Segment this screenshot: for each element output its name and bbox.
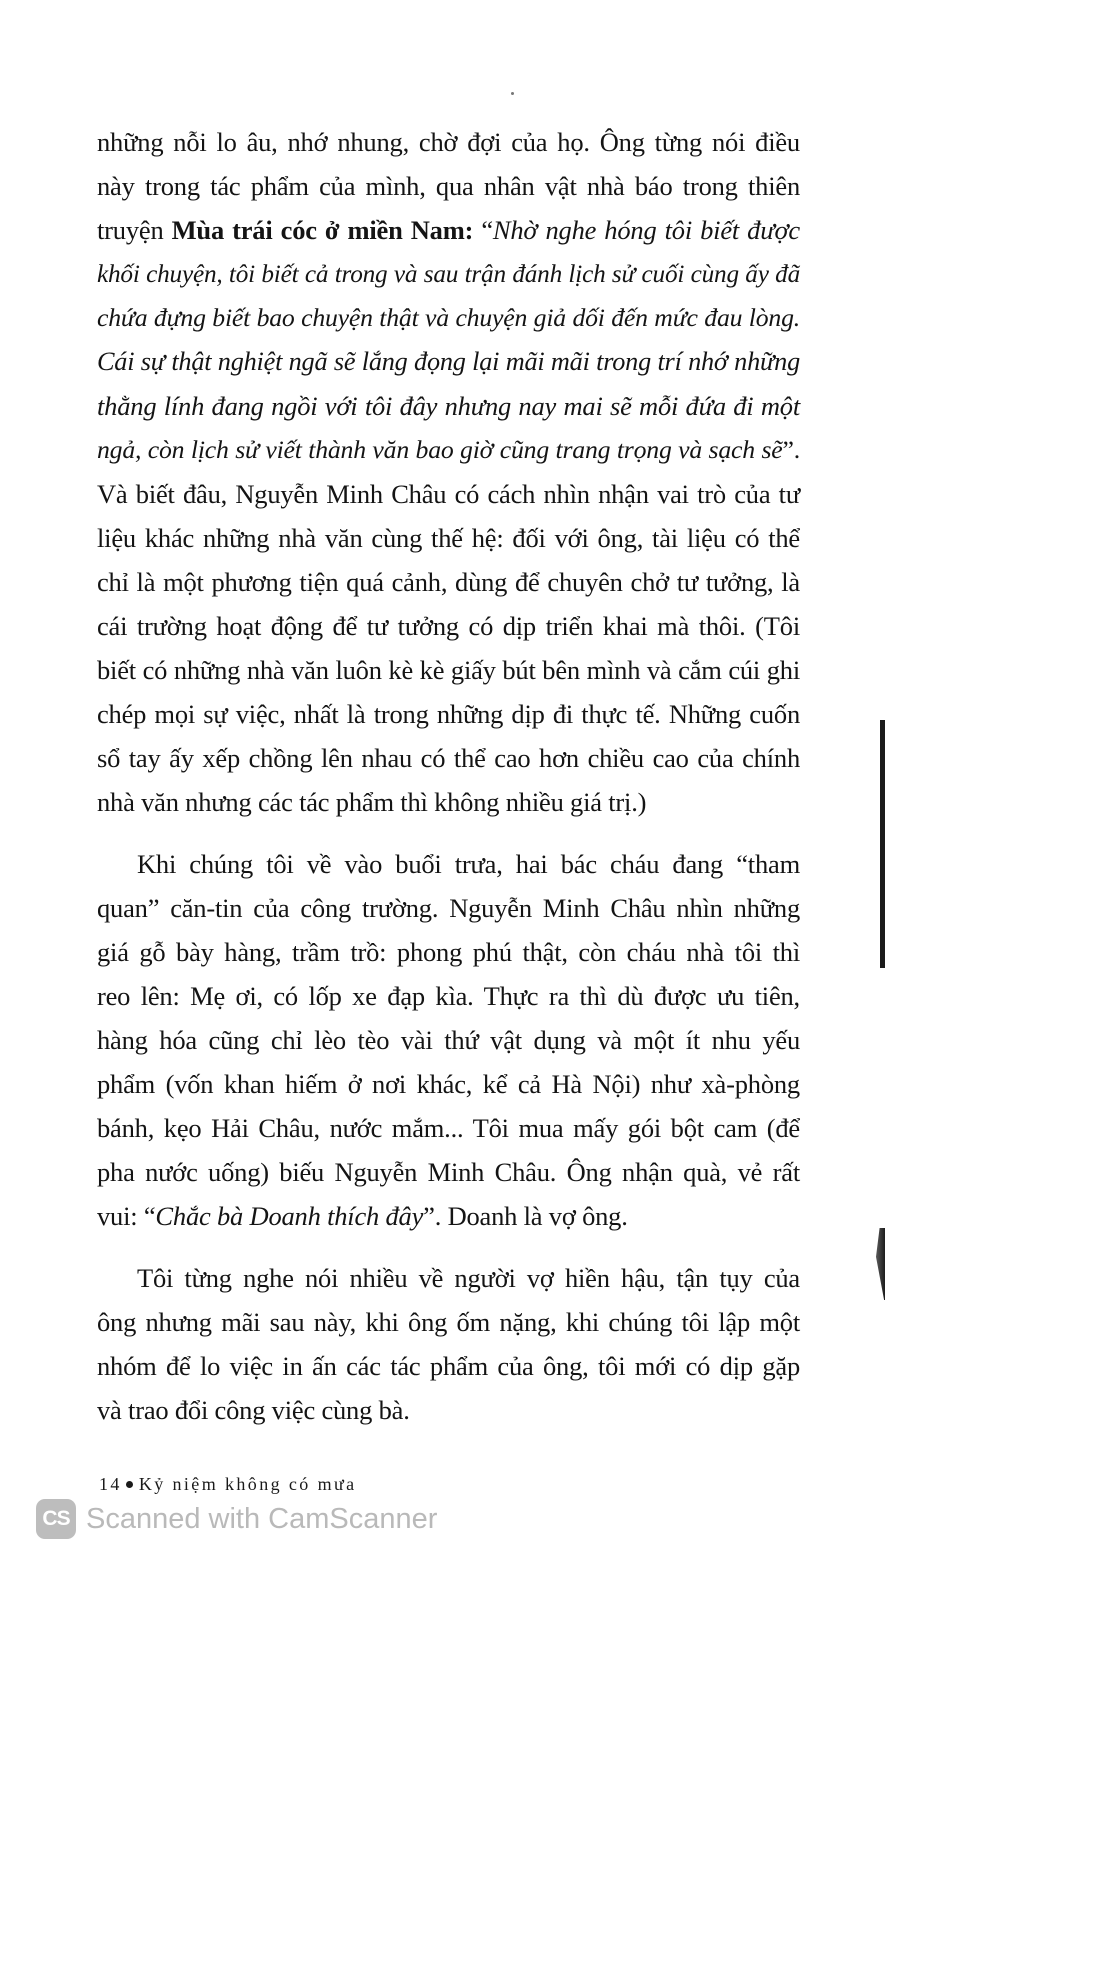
text-segment: ngả, còn lịch sử viết thành văn bao giờ cũng trang trọng và sạch sẽ [97,435,783,464]
text-segment: reo lên: Mẹ ơi, có lốp xe đạp kìa. Thực ra thì dù được ưu tiên, [97,981,800,1011]
text-segment: nhóm để lo việc in ấn các tác phẩm của ông, tôi mới có dịp gặp [97,1351,800,1381]
text-segment: sổ tay ấy xếp chồng lên nhau có thể cao hơn chiều cao của chính [97,743,800,773]
text-line [97,208,800,252]
text-segment: nhà văn nhưng các tác phẩm thì không nhiều giá trị.) [97,787,647,817]
text-line [97,252,800,296]
paragraph-1 [97,120,800,824]
text-line [97,648,800,692]
text-line [97,692,800,736]
page-number: 14 [99,1474,122,1494]
text-segment: chép mọi sự việc, nhất là trong những dịp đi thực tế. Những cuốn [97,699,800,729]
text-segment: ”. [782,435,800,464]
text-line [97,1256,800,1300]
text-segment: ông nhưng mãi sau này, khi ông ốm nặng, khi chúng tôi lập một [97,1307,800,1337]
book-title: Kỷ niệm không có mưa [138,1474,357,1494]
text-segment: này trong tác phẩm của mình, qua nhân vật nhà báo trong thiên [97,171,800,201]
text-segment: chỉ là một phương tiện quá cảnh, dùng để chuyên chở tư tưởng, là [97,567,800,597]
text-line [97,1062,800,1106]
camscanner-logo-icon: CS [36,1499,76,1539]
text-line [97,1388,800,1432]
text-line [97,1150,800,1194]
text-segment: phẩm (vốn khan hiếm ở nơi khác, kể cả Hà Nội) như xà-phòng [97,1069,800,1099]
text-line [97,1300,800,1344]
text-line [97,164,800,208]
paragraph-2 [97,842,800,1238]
text-segment: pha nước uống) biếu Nguyễn Minh Châu. Ông nhận quà, vẻ rất [97,1157,800,1187]
text-segment: và trao đổi công việc cùng bà. [97,1395,410,1425]
text-line [97,296,800,340]
text-segment: khối chuyện, tôi biết cả trong và sau trận đánh lịch sử cuối cùng ấy đã [97,260,800,288]
text-line [97,560,800,604]
text-segment: liệu khác những nhà văn cùng thế hệ: đối với ông, tài liệu có thể [97,523,800,553]
page-edge-shadow [876,1228,885,1300]
text-segment: “ [473,215,493,245]
text-segment: những nỗi lo âu, nhớ nhung, chờ đợi của họ. Ông từng nói điều [97,127,800,157]
text-segment: truyện [97,215,172,245]
text-line [97,1194,800,1238]
text-line [97,930,800,974]
text-line [97,736,800,780]
paragraph-gap [97,1238,800,1256]
text-segment: thằng lính đang ngồi với tôi đây nhưng nay mai sẽ mỗi đứa đi một [97,391,800,421]
text-segment: Nhờ nghe hóng tôi biết được [492,215,800,245]
text-segment: biết có những nhà văn luôn kè kè giấy bút bên mình và cắm cúi ghi [97,655,800,685]
text-segment: hàng hóa cũng chỉ lèo tèo vài thứ vật dụng và một ít nhu yếu [97,1025,800,1055]
text-segment: vui: “ [97,1201,156,1231]
text-line [97,1018,800,1062]
footer-bullet [126,1481,133,1488]
text-line [97,780,800,824]
text-line [97,1106,800,1150]
text-segment: Chắc bà Doanh thích đây [155,1201,424,1231]
text-line [97,516,800,560]
camscanner-watermark [36,1497,437,1541]
text-segment: giá gỗ bày hàng, trầm trồ: phong phú thật, còn cháu nhà tôi thì [97,937,800,967]
text-segment: Cái sự thật nghiệt ngã sẽ lắng đọng lại mãi mãi trong trí nhớ những [97,347,800,376]
text-line [97,340,800,384]
text-segment: cái trường hoạt động để tư tưởng có dịp triển khai mà thôi. (Tôi [97,611,800,641]
paragraph-3 [97,1256,800,1432]
text-line [97,472,800,516]
page-edge-shadow [880,720,885,968]
text-line [97,886,800,930]
text-line [97,974,800,1018]
text-segment: Khi chúng tôi về vào buổi trưa, hai bác cháu đang “tham [137,849,800,879]
text-segment: Và biết đâu, Nguyễn Minh Châu có cách nhìn nhận vai trò của tư [97,479,800,509]
text-line [97,1344,800,1388]
text-line [97,120,800,164]
text-segment: bánh, kẹo Hải Châu, nước mắm... Tôi mua mấy gói bột cam (để [97,1113,800,1143]
text-segment: quan” căn-tin của công trường. Nguyễn Minh Châu nhìn những [97,893,800,923]
text-line [97,604,800,648]
text-line [97,428,800,472]
page-footer [99,1474,357,1495]
text-line [97,384,800,428]
dust-speck [511,92,514,95]
text-segment: ”. Doanh là vợ ông. [423,1201,628,1231]
text-segment: Mùa trái cóc ở miền Nam: [171,215,474,245]
paragraph-gap [97,824,800,842]
body-text [97,120,800,1432]
text-segment: chứa đựng biết bao chuyện thật và chuyện giả dối đến mức đau lòng. [97,303,800,332]
text-line [97,842,800,886]
text-segment: Tôi từng nghe nói nhiều về người vợ hiền hậu, tận tụy của [137,1263,800,1293]
watermark-text: Scanned with CamScanner [86,1502,438,1535]
